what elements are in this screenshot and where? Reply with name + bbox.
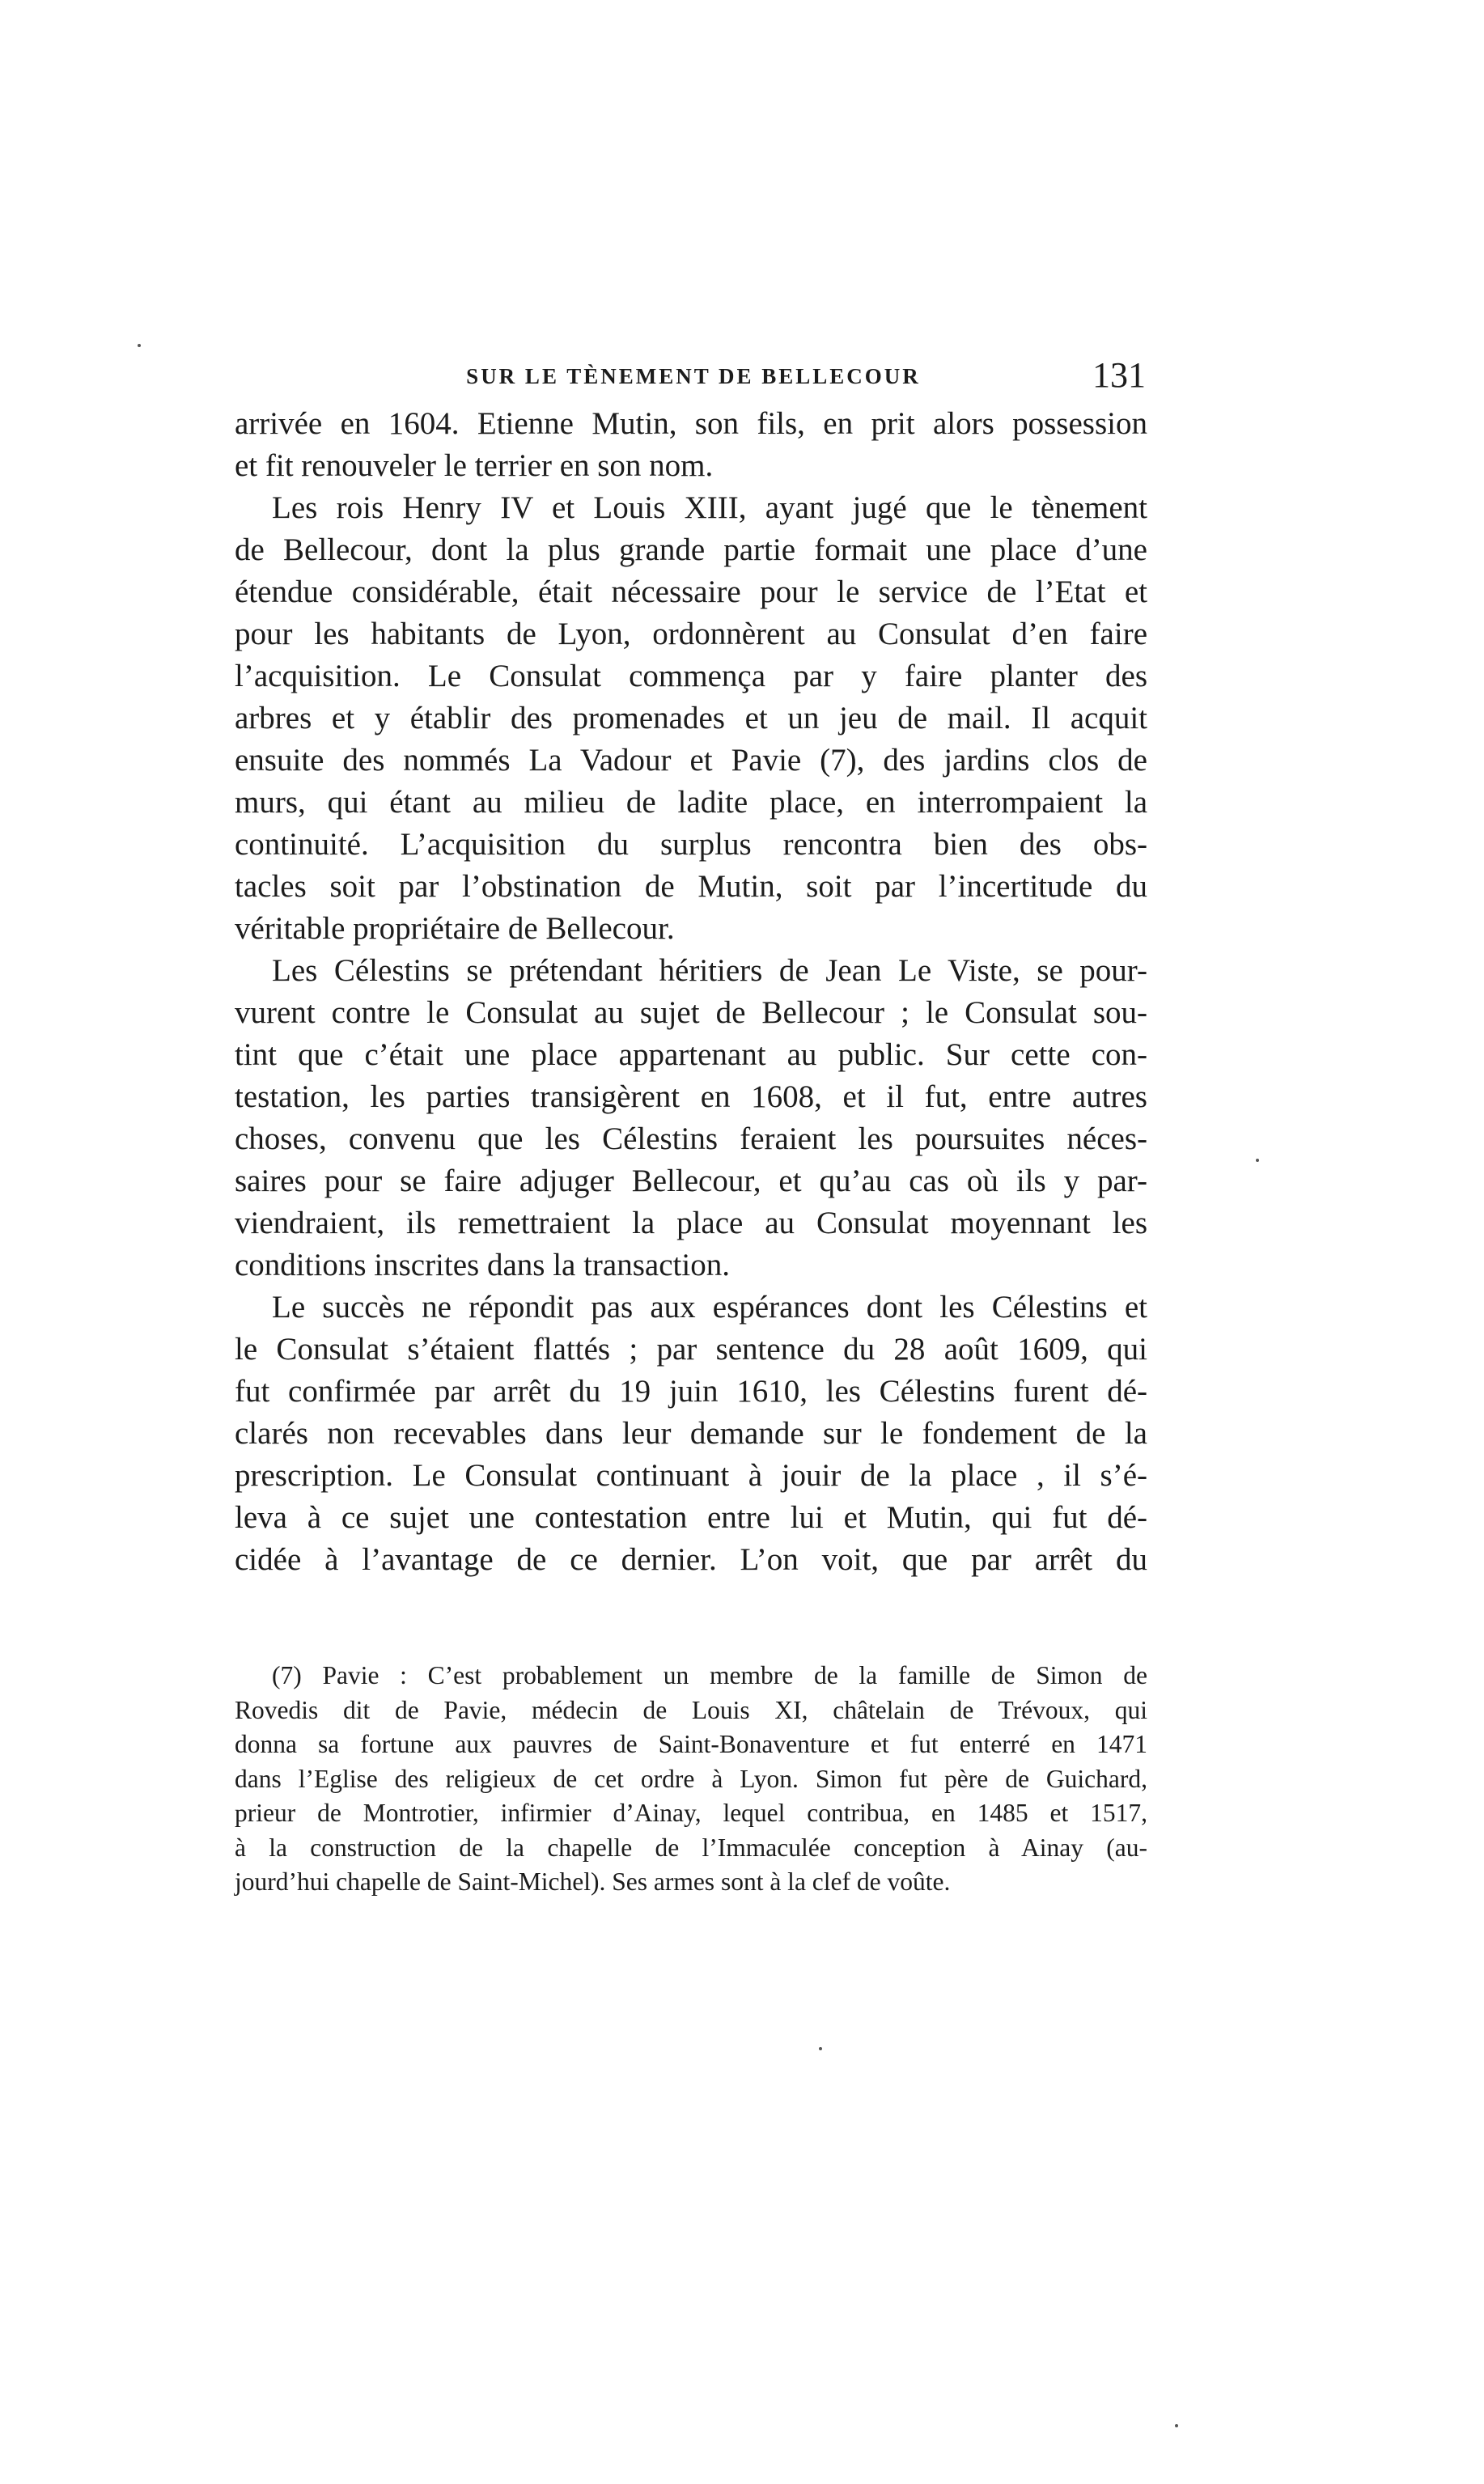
footnote-line: à la construction de la chapelle de l’Immaculée conception à Ainay (au- [235, 1833, 1147, 1862]
text-line: ensuite des nommés La Vadour et Pavie (7), des jardins clos de [235, 743, 1147, 778]
footnote-line: Rovedis dit de Pavie, médecin de Louis XI, châtelain de Trévoux, qui [235, 1695, 1147, 1724]
text-line: Le succès ne répondit pas aux espérances dont les Célestins et [272, 1290, 1147, 1325]
footnote-block [235, 1659, 1147, 1900]
text-line: étendue considérable, était nécessaire pour le service de l’Etat et [235, 574, 1147, 609]
text-line: conditions inscrites dans la transaction. [235, 1248, 730, 1282]
text-line: pour les habitants de Lyon, ordonnèrent au Consulat d’en faire [235, 617, 1147, 651]
paper-speck [138, 344, 141, 347]
text-line: et fit renouveler le terrier en son nom. [235, 448, 714, 483]
text-line: l’acquisition. Le Consulat commença par y faire planter des [235, 659, 1147, 693]
text-line: arbres et y établir des promenades et un jeu de mail. Il acquit [235, 701, 1147, 735]
text-line: Les Célestins se prétendant héritiers de Jean Le Viste, se pour- [272, 953, 1147, 988]
text-line: de Bellecour, dont la plus grande partie formait une place d’une [235, 532, 1147, 567]
paper-speck [1256, 1159, 1259, 1162]
text-line: fut confirmée par arrêt du 19 juin 1610, les Célestins furent dé- [235, 1374, 1147, 1409]
text-line: leva à ce sujet une contestation entre lui et Mutin, qui fut dé- [235, 1500, 1147, 1535]
text-line: murs, qui étant au milieu de ladite place, en interrompaient la [235, 785, 1147, 820]
text-line: tint que c’était une place appartenant au public. Sur cette con- [235, 1037, 1147, 1072]
footnote-line: dans l’Eglise des religieux de cet ordre à Lyon. Simon fut père de Guichard, [235, 1764, 1147, 1793]
text-line: continuité. L’acquisition du surplus rencontra bien des obs- [235, 827, 1147, 862]
footnote-line: prieur de Montrotier, infirmier d’Ainay, lequel contribua, en 1485 et 1517, [235, 1799, 1147, 1827]
text-line: cidée à l’avantage de ce dernier. L’on voit, que par arrêt du [235, 1542, 1147, 1577]
text-line: choses, convenu que les Célestins feraient les poursuites néces- [235, 1121, 1147, 1156]
text-line: tacles soit par l’obstination de Mutin, soit par l’incertitude du [235, 869, 1147, 904]
running-head [241, 354, 1146, 403]
running-title: SUR LE TÈNEMENT DE BELLECOUR [466, 364, 921, 388]
text-line: viendraient, ils remettraient la place au Consulat moyennant les [235, 1206, 1147, 1240]
text-line: clarés non recevables dans leur demande sur le fondement de la [235, 1416, 1147, 1451]
text-line: arrivée en 1604. Etienne Mutin, son fils, en prit alors possession [235, 406, 1147, 441]
page-number: 131 [1092, 355, 1146, 395]
body-text [235, 403, 1147, 1581]
text-line: prescription. Le Consulat continuant à jouir de la place , il s’é- [235, 1458, 1147, 1493]
paper-speck [819, 2047, 822, 2050]
text-line: Les rois Henry IV et Louis XIII, ayant jugé que le tènement [272, 490, 1147, 525]
paper-speck [1175, 2424, 1178, 2427]
footnote-line: jourd’hui chapelle de Saint-Michel). Ses armes sont à la clef de voûte. [235, 1867, 951, 1896]
footnote-line: donna sa fortune aux pauvres de Saint-Bonaventure et fut enterré en 1471 [235, 1730, 1147, 1758]
text-line: véritable propriétaire de Bellecour. [235, 911, 675, 946]
text-line: vurent contre le Consulat au sujet de Bellecour ; le Consulat sou- [235, 995, 1147, 1030]
text-line: saires pour se faire adjuger Bellecour, et qu’au cas où ils y par- [235, 1164, 1147, 1198]
text-line: le Consulat s’étaient flattés ; par sentence du 28 août 1609, qui [235, 1332, 1147, 1367]
footnote-line: (7) Pavie : C’est probablement un membre de la famille de Simon de [272, 1661, 1147, 1689]
text-line: testation, les parties transigèrent en 1608, et il fut, entre autres [235, 1079, 1147, 1114]
